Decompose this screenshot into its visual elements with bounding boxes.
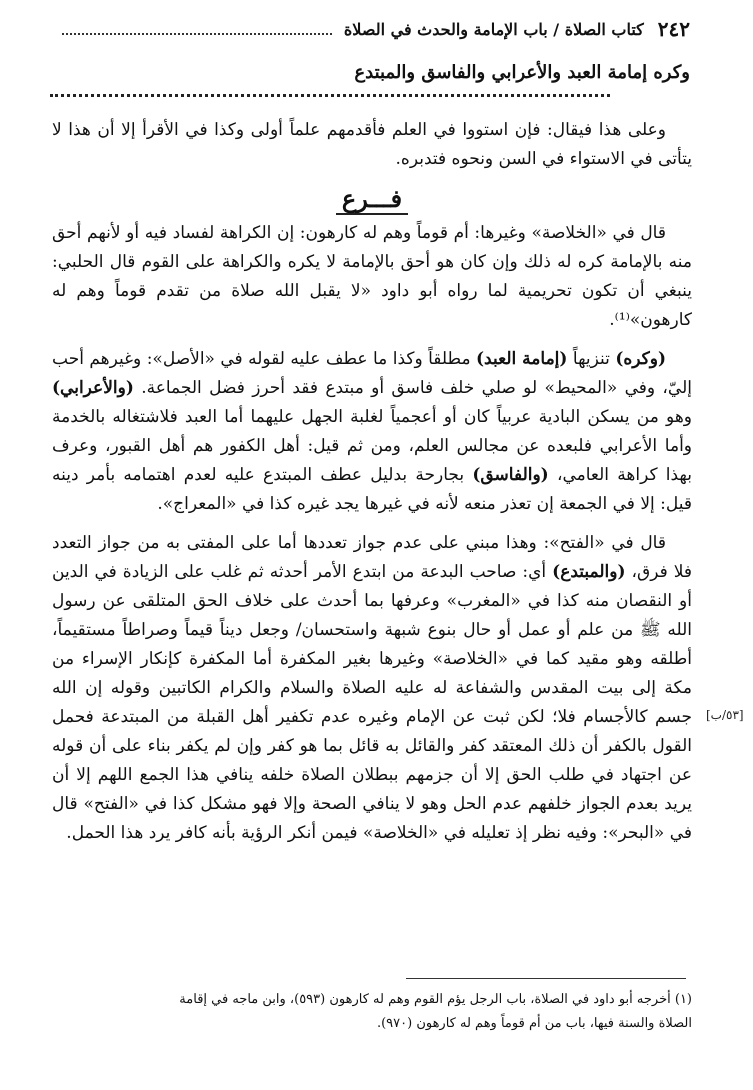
p3-text-f: وهو من يسكن البادية عربياً كان أو أعجمياً لغلبة الجهل عليهما أما العبد فلاشتغاله بالخدمة وأما الأعرابي فلبعده عن مجالس العلم، ومن ثم قيل: أهل الكفور هم أهل القبور، وعرف بهذا كراهة العامي، [52,407,692,485]
term-al-mubtadi: (والمبتدع) [552,562,626,582]
p3-text-b: تنزيهاً [567,349,616,369]
section-title-dots [50,94,610,97]
paragraph-3 [52,345,692,519]
term-al-fasiq: (والفاسق) [472,465,549,485]
term-al-arabi: (والأعرابي) [52,378,134,398]
manuscript-folio-note: [٥٣/ب] [706,708,744,722]
term-wakuriha: (وكره) [615,349,667,369]
running-header [50,14,690,44]
footnote-rule [406,978,686,979]
p3-text-d: مطلقاً وكذا ما عطف عليه لقوله في «الأصل»: وغيرهم أحب إليّ، وفي «المحيط» لو صلي خلف فاسق أو مبتدع فقد أحرز فضل الجماعة. [52,349,692,398]
footnote-line-1: (١) أخرجه أبو داود في الصلاة، باب الرجل يؤم القوم وهم له كارهون (٥٩٣)، وابن ماجه في إقامة [179,992,692,1007]
paragraph-4 [52,529,692,848]
paragraph-2: قال في «الخلاصة» وغيرها: أم قوماً وهم له كارهون: إن الكراهة لفساد فيه أو لأنهم أحق منه بالإمامة كره له ذلك وإن كان هو أحق بالإمامة لا يكره والكراهة على القوم قال الحلبي: ينبغي أن تكون تحريمية لما رواه أبو داود «لا يقبل الله صلاة من تقدم قوماً وهم له كارهون»⁽¹⁾. [52,223,692,330]
main-text [52,112,692,858]
subheading-fari-text: فـــرع [336,184,408,215]
section-title: وكره إمامة العبد والأعرابي والفاسق والمبتدع [354,62,690,83]
footnote-line-2: الصلاة والسنة فيها، باب من أم قوماً وهم له كارهون (٩٧٠). [376,1016,692,1031]
term-imamat-al-abd: (إمامة العبد) [476,349,568,369]
p4-text-a: قال في «الفتح»: وهذا مبني على عدم جواز تعددها أما على المفتى به من جواز التعدد فلا فرق، [52,533,693,582]
footnote [52,988,692,1036]
header-dotted-leader [62,23,332,35]
running-title: كتاب الصلاة / باب الإمامة والحدث في الصلاة [343,19,644,39]
p4-text-c: أي: صاحب البدعة من ابتدع الأمر أحدثه ثم غلب على الزيادة في الدين أو النقصان منه كذا في «المغرب» وعرفها بما أحدث على خلاف الحق المتلقى عن رسول الله ﷺ من علم أو عمل أو حال بنوع شبهة واستحسان/ وجعل ديناً قيماً وصراطاً مستقيماً، أطلقه وهو مقيد كما في «الخلاصة» وغيرها بغير المكفرة أما المكفرة كإنكار الإسراء من مكة إلى بيت المقدس والشفاعة له عليه الصلاة والسلام والكرام الكاتبين وقوله إن الله جسم كالأجسام فلا؛ لكن ثبت عن الإمام وغيره عدم تكفير أهل القبلة من المبتدعة فحمل القول بالكفر أن ذلك المعتقد كفر والقائل به قائل بما هو كفر وإن لم يكفر بناء على أن قوله عن اجتهاد في طلب الحق إلا أن جزمهم ببطلان الصلاة خلفه ينافي هذا الجمع اللهم إلا أن يريد بعدم الجواز خلفهم عدم الحل وهو لا ينافي الصحة وإلا فهو مشكل كذا في «الفتح» قال في «البحر»: وفيه نظر إذ تعليله في «الخلاصة» فيمن أنكر الرؤية بأنه كافر يرد هذا الحمل. [52,562,692,843]
page-number: ٢٤٢ [657,17,690,41]
paragraph-1: وعلى هذا فيقال: فإن استووا في العلم فأقدمهم علماً أولى وكذا في الأقرأ إلا أن هذا لا يتأتى في الاستواء في السن ونحوه فتدبره. [52,120,692,169]
p3-text-h: بجارحة بدليل عطف المبتدع عليه لعدم اهتمامه بأمر دينه قيل: إلا في الجمعة إن تعذر منعه لأنه في غيرها يجد غيره كذا في «المعراج». [52,465,692,514]
subheading-fari [52,184,692,213]
